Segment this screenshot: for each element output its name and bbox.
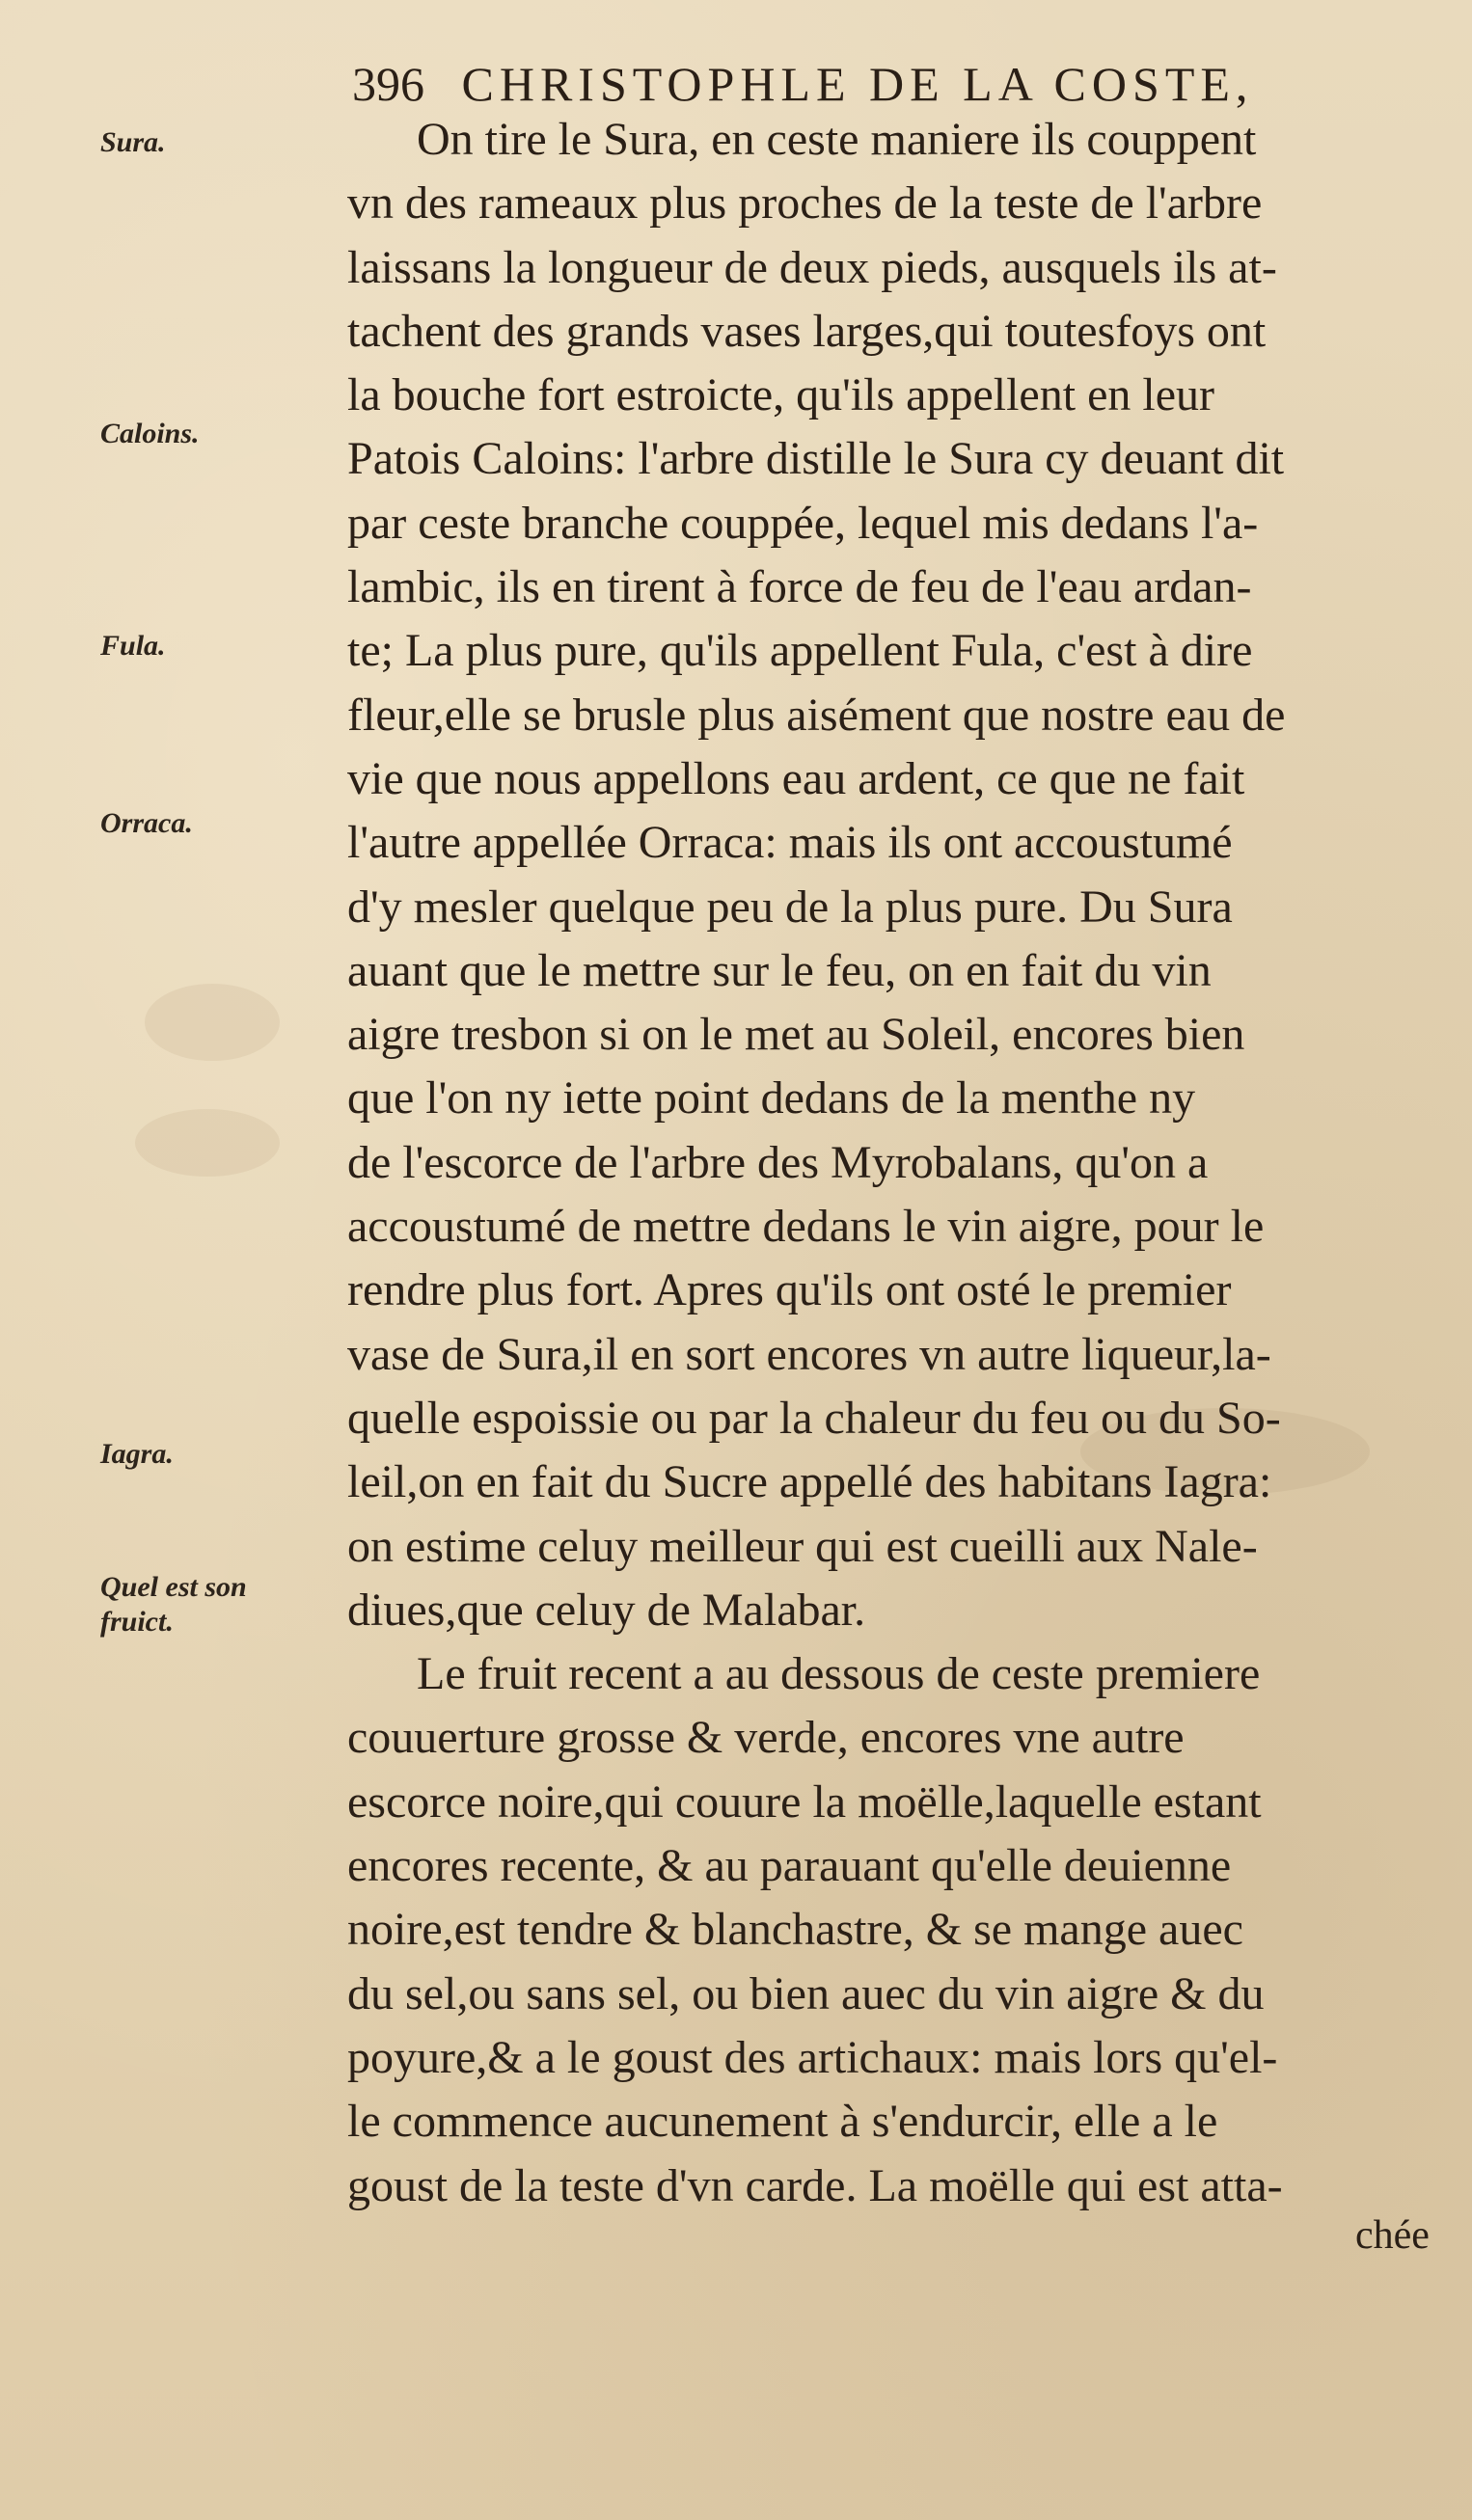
text-line: tachent des grands vases larges,qui toutesfoys ont (347, 305, 1267, 357)
text-line: diues,que celuy de Malabar. (347, 1584, 866, 1636)
text-line: que l'on ny iette point dedans de la menthe ny (347, 1072, 1196, 1125)
text-line: le commence aucunement à s'endurcir, elle a le (347, 2096, 1218, 2148)
text-line: On tire le Sura, en ceste maniere ils couppent (417, 114, 1257, 165)
catchword: chée (1355, 2213, 1430, 2258)
text-line: on estime celuy meilleur qui est cueilli aux Nale- (347, 1520, 1258, 1572)
text-line: vie que nous appellons eau ardent, ce que ne fait (347, 752, 1245, 804)
text-line: Patois Caloins: l'arbre distille le Sura cy deuant dit (347, 433, 1285, 485)
text-line: encores recente, & au parauant qu'elle deuienne (347, 1840, 1232, 1892)
margin-note-sura: Sura. (100, 126, 166, 158)
text-line: fleur,elle se brusle plus aisément que nostre eau de (347, 689, 1286, 741)
text-line: d'y mesler quelque peu de la plus pure. Du Sura (347, 881, 1233, 933)
text-line: laissans la longueur de deux pieds, ausquels ils at- (347, 241, 1277, 293)
text-line: la bouche fort estroicte, qu'ils appellent en leur (347, 369, 1214, 421)
body-text (347, 108, 1447, 2218)
margin-note-fruict: Quel est son fruict. (100, 1571, 247, 1638)
margin-note-caloins: Caloins. (100, 418, 200, 449)
text-line: goust de la teste d'vn carde. La moëlle qui est atta- (347, 2159, 1283, 2211)
text-line: du sel,ou sans sel, ou bien auec du vin aigre & du (347, 1967, 1265, 2019)
text-line: Le fruit recent a au dessous de ceste premiere (417, 1648, 1261, 1700)
page-number: 396 (352, 57, 424, 111)
margin-note-orraca: Orraca. (100, 807, 193, 839)
running-title: CHRISTOPHLE DE LA COSTE, (461, 57, 1254, 111)
text-line: noire,est tendre & blanchastre, & se mange auec (347, 1904, 1243, 1956)
text-line: te; La plus pure, qu'ils appellent Fula, c'est à dire (347, 625, 1253, 677)
text-line: l'autre appellée Orraca: mais ils ont accoustumé (347, 817, 1233, 869)
text-line: rendre plus fort. Apres qu'ils ont osté le premier (347, 1264, 1232, 1316)
text-line: poyure,& a le goust des artichaux: mais lors qu'el- (347, 2031, 1278, 2083)
text-line: par ceste branche couppée, lequel mis dedans l'a- (347, 497, 1259, 549)
paper-stain (135, 1109, 280, 1177)
text-line: escorce noire,qui couure la moëlle,laquelle estant (347, 1775, 1262, 1828)
margin-note-iagra: Iagra. (100, 1438, 174, 1470)
text-line: couuerture grosse & verde, encores vne autre (347, 1712, 1185, 1764)
margin-note-fula: Fula. (100, 630, 166, 662)
paper-stain (145, 984, 280, 1061)
text-line: auant que le mettre sur le feu, on en fait du vin (347, 944, 1212, 996)
text-line: lambic, ils en tirent à force de feu de l'eau ardan- (347, 561, 1252, 613)
text-line: leil,on en fait du Sucre appellé des habitans Iagra: (347, 1456, 1272, 1508)
text-line: aigre tresbon si on le met au Soleil, encores bien (347, 1009, 1245, 1061)
text-line: vase de Sura,il en sort encores vn autre liqueur,la- (347, 1328, 1271, 1380)
text-line: quelle espoissie ou par la chaleur du feu ou du So- (347, 1392, 1281, 1444)
text-line: vn des rameaux plus proches de la teste de l'arbre (347, 177, 1263, 230)
text-line: de l'escorce de l'arbre des Myrobalans, qu'on a (347, 1136, 1209, 1188)
text-line: accoustumé de mettre dedans le vin aigre, pour le (347, 1201, 1265, 1253)
